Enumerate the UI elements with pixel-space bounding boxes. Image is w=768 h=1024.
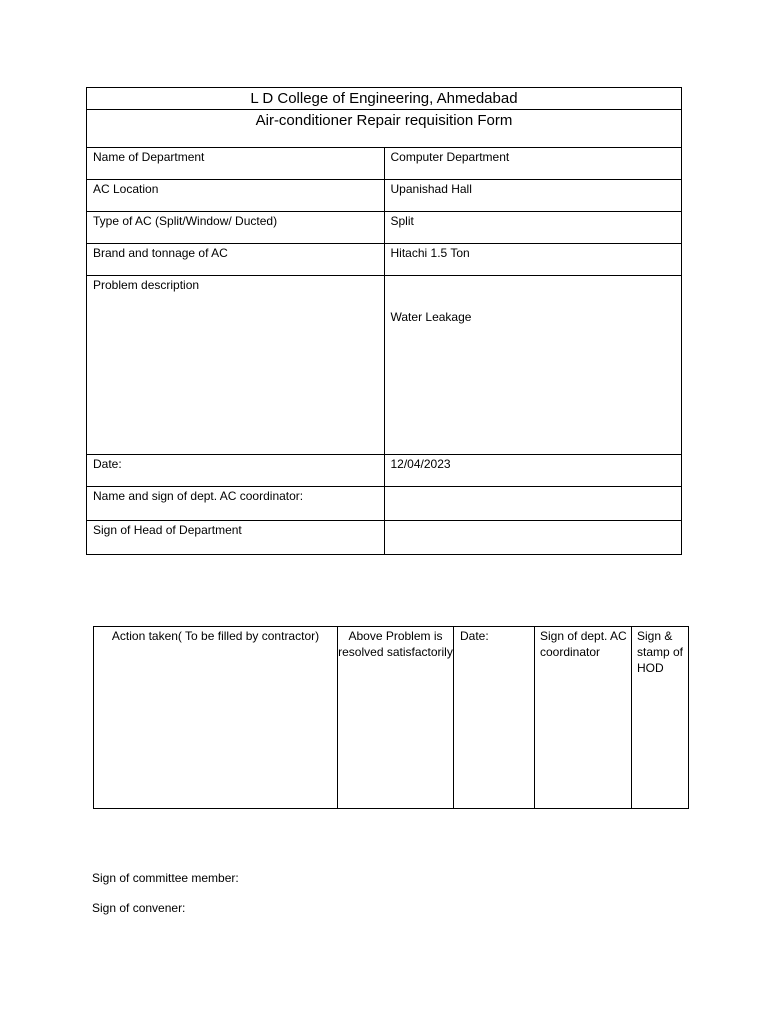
form-row — [87, 487, 682, 521]
requisition-form-table — [86, 87, 682, 555]
ac-type-label: Type of AC (Split/Window/ Ducted) — [87, 212, 385, 244]
hod-sign-value — [384, 521, 682, 555]
form-row — [87, 148, 682, 180]
committee-member-sign: Sign of committee member: — [92, 871, 239, 885]
brand-tonnage-value: Hitachi 1.5 Ton — [384, 244, 682, 276]
convener-sign: Sign of convener: — [92, 901, 186, 915]
form-title: Air-conditioner Repair requisition Form — [87, 110, 682, 148]
ac-coordinator-label: Name and sign of dept. AC coordinator: — [87, 487, 385, 521]
form-row — [87, 180, 682, 212]
ac-location-value: Upanishad Hall — [384, 180, 682, 212]
ac-coordinator-value — [384, 487, 682, 521]
action-taken-header: Action taken( To be filled by contractor) — [94, 627, 338, 809]
ac-location-label: AC Location — [87, 180, 385, 212]
brand-tonnage-label: Brand and tonnage of AC — [87, 244, 385, 276]
department-label: Name of Department — [87, 148, 385, 180]
date-label: Date: — [87, 455, 385, 487]
ac-type-value: Split — [384, 212, 682, 244]
form-row — [87, 455, 682, 487]
form-row — [87, 244, 682, 276]
problem-description-label: Problem description — [87, 276, 385, 455]
department-value: Computer Department — [384, 148, 682, 180]
hod-sign-label: Sign of Head of Department — [87, 521, 385, 555]
resolved-header: Above Problem is resolved satisfactorily — [338, 627, 454, 809]
form-row — [87, 521, 682, 555]
coordinator-sign-header: Sign of dept. AC coordinator — [535, 627, 632, 809]
action-date-header: Date: — [454, 627, 535, 809]
college-name: L D College of Engineering, Ahmedabad — [87, 88, 682, 110]
action-taken-table — [93, 626, 689, 809]
date-value: 12/04/2023 — [384, 455, 682, 487]
hod-stamp-header: Sign & stamp of HOD — [632, 627, 689, 809]
problem-description-value: Water Leakage — [384, 276, 682, 455]
form-row — [87, 212, 682, 244]
form-row — [87, 276, 682, 455]
